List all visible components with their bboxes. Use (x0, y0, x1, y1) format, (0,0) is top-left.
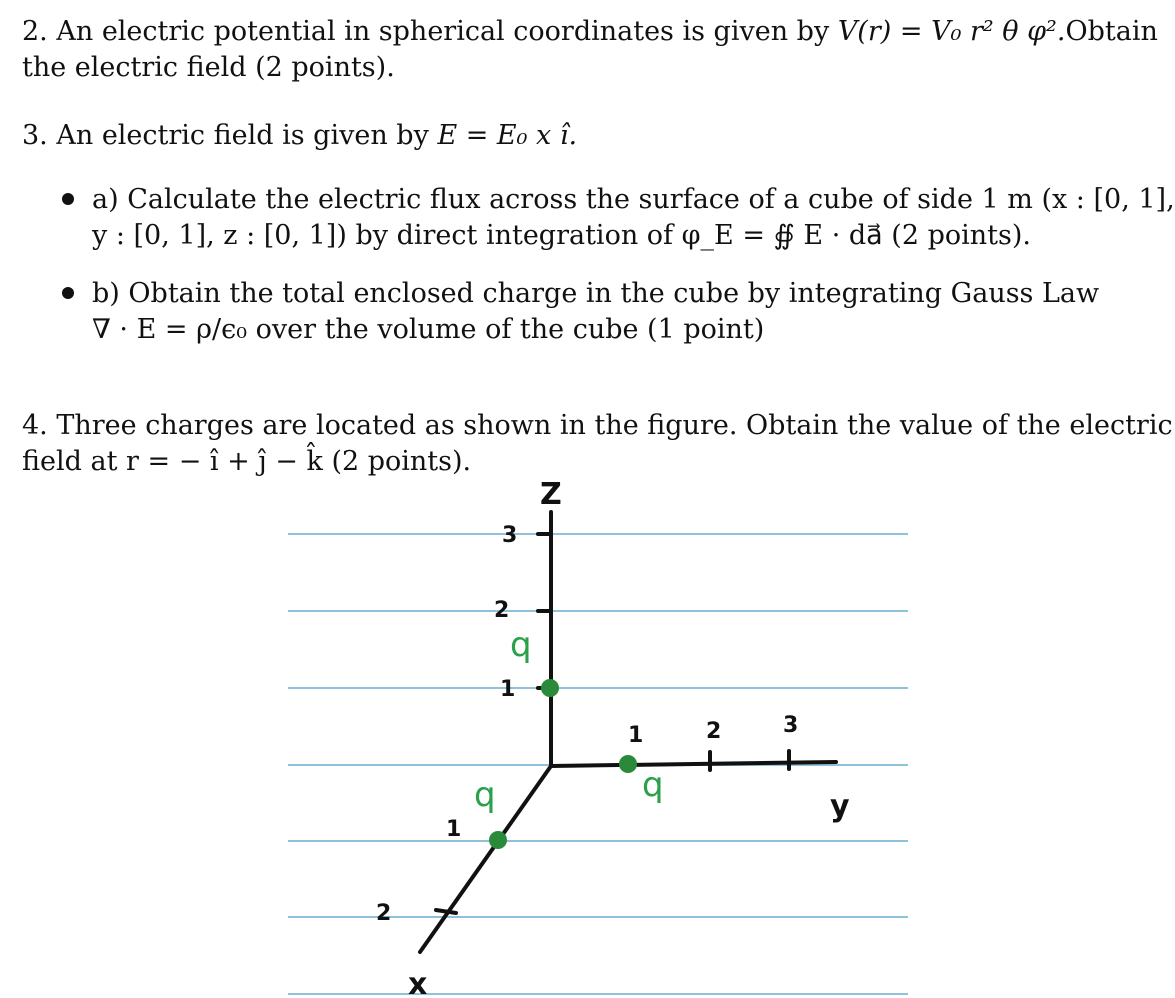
item-a-line-1: a) Calculate the electric flux across the surface of a cube of side 1 m (x : [0, 1], (92, 184, 1175, 215)
problem-3-text: 3. An electric field is given by (22, 120, 438, 151)
x-tick (436, 910, 456, 913)
problem-2-line-1 (22, 14, 1158, 50)
z-tick-label-3: 3 (502, 523, 518, 548)
problem-4-line-1: 4. Three charges are located as shown in the figure. Obtain the value of the electric (22, 410, 1173, 441)
item-b-line-2: ∇ · E = ρ/ϵ₀ over the volume of the cube (1 point) (92, 314, 765, 345)
problem-3-item-b (62, 276, 1122, 356)
charge-x-label: q (474, 775, 496, 815)
problem-4-line-2: field at r = − î + ĵ − k̂ (2 points). (22, 446, 472, 477)
y-tick-label-2: 2 (706, 719, 722, 744)
charge-x (489, 831, 507, 849)
charges-figure (0, 470, 1148, 998)
x-axis-label: x (408, 967, 428, 998)
z-tick-label-1: 1 (500, 677, 516, 702)
charge-y (619, 755, 637, 773)
bullet-icon (62, 193, 74, 205)
problem-2 (22, 14, 1158, 86)
problem-3-item-a (62, 182, 1175, 262)
problem-3-line (22, 118, 1122, 154)
problem-2-line-2: the electric field (2 points). (22, 52, 395, 83)
x-tick-label-1: 1 (446, 817, 462, 842)
problem-3-intro (22, 118, 1122, 154)
z-tick-label-2: 2 (494, 598, 510, 623)
problem-2-obtain: Obtain (1065, 16, 1158, 47)
item-b-line-1: b) Obtain the total enclosed charge in the cube by integrating Gauss Law (92, 278, 1100, 309)
y-axis-label: y (830, 789, 850, 824)
item-a-line-2: y : [0, 1], z : [0, 1]) by direct integration of φ_E = ∯ E · da⃗ (2 points). (92, 220, 1031, 251)
potential-formula: V(r) = V₀ r² θ φ². (837, 16, 1066, 47)
charge-z-label: q (510, 625, 532, 665)
bullet-icon (62, 287, 74, 299)
x-tick-label-2: 2 (376, 901, 392, 926)
field-formula: E = E₀ x î. (437, 120, 578, 151)
y-tick-label-3: 3 (783, 713, 799, 738)
z-axis-label: Z (540, 477, 562, 512)
charge-y-label: q (642, 765, 664, 805)
charge-z (541, 679, 559, 697)
problem-2-text: 2. An electric potential in spherical coordinates is given by (22, 16, 838, 47)
y-tick-label-1: 1 (628, 723, 644, 748)
